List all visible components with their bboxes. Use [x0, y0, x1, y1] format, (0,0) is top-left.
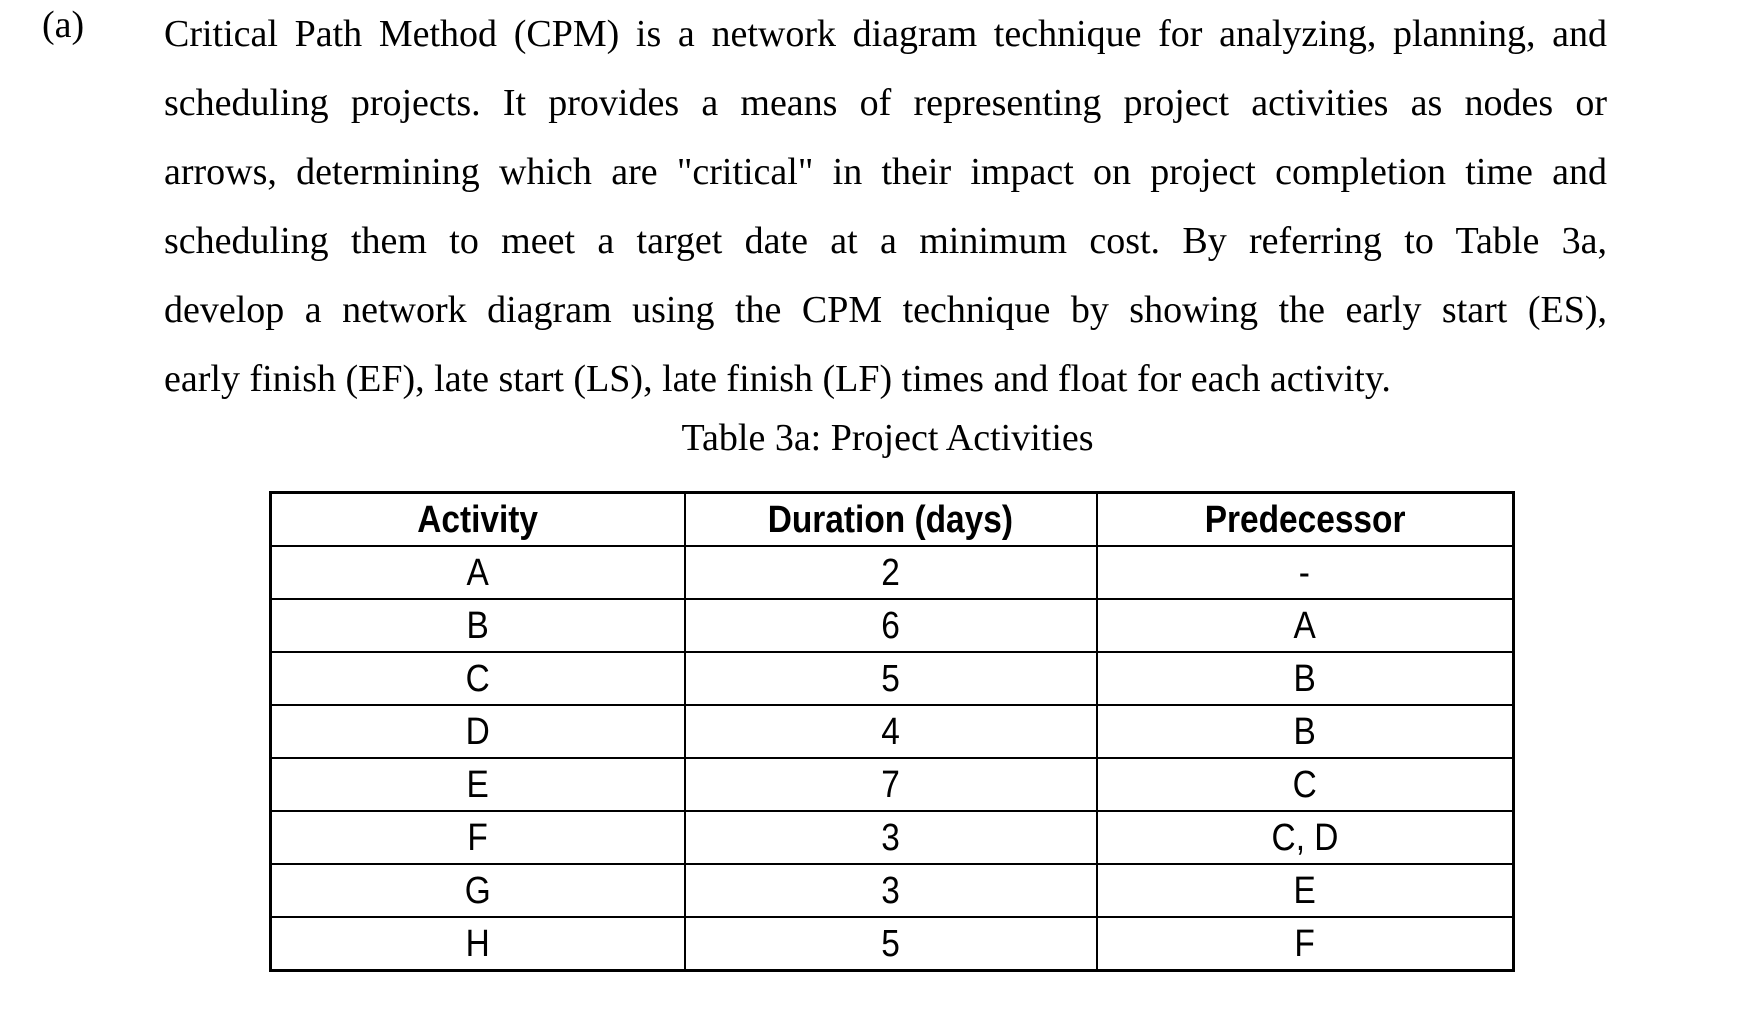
table-row: [271, 917, 1514, 971]
predecessor-cell: F: [1097, 917, 1514, 971]
table-row: [271, 599, 1514, 652]
paragraph-line: arrows, determining which are "critical" in their impact on project completion time and: [164, 151, 1607, 193]
column-header-predecessor: Predecessor: [1097, 493, 1514, 547]
paragraph-line: Critical Path Method (CPM) is a network diagram technique for analyzing, planning, and: [164, 13, 1607, 55]
duration-cell: 7: [685, 758, 1097, 811]
duration-cell: 2: [685, 546, 1097, 599]
duration-cell: 3: [685, 811, 1097, 864]
predecessor-cell: C: [1097, 758, 1514, 811]
paragraph-line: scheduling them to meet a target date at a minimum cost. By referring to Table 3a,: [164, 220, 1607, 262]
duration-cell: 5: [685, 652, 1097, 705]
activity-cell: D: [271, 705, 685, 758]
paragraph-line: develop a network diagram using the CPM technique by showing the early start (ES),: [164, 289, 1607, 331]
predecessor-cell: -: [1097, 546, 1514, 599]
predecessor-cell: C, D: [1097, 811, 1514, 864]
table-row: [271, 705, 1514, 758]
column-header-activity: Activity: [271, 493, 685, 547]
predecessor-cell: E: [1097, 864, 1514, 917]
question-paragraph: [164, 0, 1607, 414]
predecessor-cell: A: [1097, 599, 1514, 652]
project-activities-table: [269, 491, 1515, 972]
activity-cell: E: [271, 758, 685, 811]
table-row: [271, 864, 1514, 917]
predecessor-cell: B: [1097, 705, 1514, 758]
duration-cell: 4: [685, 705, 1097, 758]
activity-cell: B: [271, 599, 685, 652]
predecessor-cell: B: [1097, 652, 1514, 705]
table-header-row: [271, 493, 1514, 547]
activity-cell: C: [271, 652, 685, 705]
table-row: [271, 652, 1514, 705]
duration-cell: 6: [685, 599, 1097, 652]
paragraph-line: early finish (EF), late start (LS), late finish (LF) times and float for each activity.: [164, 358, 1391, 400]
table-caption: Table 3a: Project Activities: [681, 417, 1094, 459]
activity-cell: F: [271, 811, 685, 864]
table-row: [271, 546, 1514, 599]
activity-cell: H: [271, 917, 685, 971]
duration-cell: 3: [685, 864, 1097, 917]
activity-cell: A: [271, 546, 685, 599]
question-label: (a): [42, 4, 85, 46]
table-row: [271, 758, 1514, 811]
paragraph-line: scheduling projects. It provides a means of representing project activities as nodes or: [164, 82, 1607, 124]
duration-cell: 5: [685, 917, 1097, 971]
table-row: [271, 811, 1514, 864]
activity-cell: G: [271, 864, 685, 917]
column-header-duration: Duration (days): [685, 493, 1097, 547]
